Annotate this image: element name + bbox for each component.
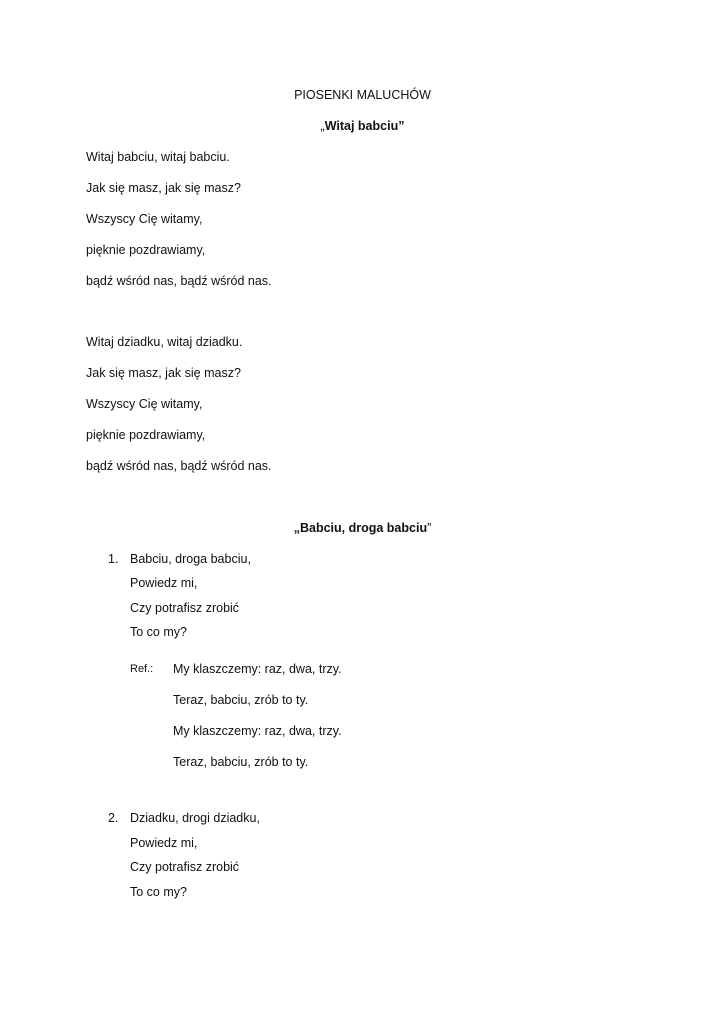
refrain-line: Teraz, babciu, zrób to ty.	[173, 755, 309, 769]
verse-line: pięknie pozdrawiamy,	[86, 428, 206, 442]
stanza-number: 1.	[108, 552, 119, 566]
verse-line: bądź wśród nas, bądź wśród nas.	[86, 274, 272, 288]
verse-line: Wszyscy Cię witamy,	[86, 397, 203, 411]
stanza-line: Czy potrafisz zrobić	[130, 601, 240, 615]
stanza-line: Dziadku, drogi dziadku,	[130, 811, 260, 825]
stanza-line: Czy potrafisz zrobić	[130, 860, 240, 874]
refrain-label: Ref.:	[130, 663, 154, 675]
song-title-open-quote: „	[320, 119, 325, 133]
stanza-line: To co my?	[130, 625, 187, 639]
verse-line: Jak się masz, jak się masz?	[86, 366, 241, 380]
document-title: PIOSENKI MALUCHÓW	[294, 88, 431, 102]
stanza-number: 2.	[108, 811, 119, 825]
stanza-line: Powiedz mi,	[130, 836, 198, 850]
song-title-text: Witaj babciu”	[324, 119, 405, 133]
refrain-line: Teraz, babciu, zrób to ty.	[173, 693, 309, 707]
stanza-line: Powiedz mi,	[130, 576, 198, 590]
song-title-witaj-babciu	[0, 119, 725, 133]
song-title-babciu-droga-babciu	[0, 521, 725, 535]
song-title-text: „Babciu, droga babciu	[293, 521, 428, 535]
verse-line: bądź wśród nas, bądź wśród nas.	[86, 459, 272, 473]
verse-line: Jak się masz, jak się masz?	[86, 181, 241, 195]
refrain-line: My klaszczemy: raz, dwa, trzy.	[173, 724, 342, 738]
verse-line: pięknie pozdrawiamy,	[86, 243, 206, 257]
verse-line: Witaj dziadku, witaj dziadku.	[86, 335, 243, 349]
stanza-line: Babciu, droga babciu,	[130, 552, 251, 566]
stanza-line: To co my?	[130, 885, 187, 899]
refrain-line: My klaszczemy: raz, dwa, trzy.	[173, 662, 342, 676]
song-title-close-quote: ”	[427, 521, 432, 535]
verse-line: Witaj babciu, witaj babciu.	[86, 150, 230, 164]
verse-line: Wszyscy Cię witamy,	[86, 212, 203, 226]
